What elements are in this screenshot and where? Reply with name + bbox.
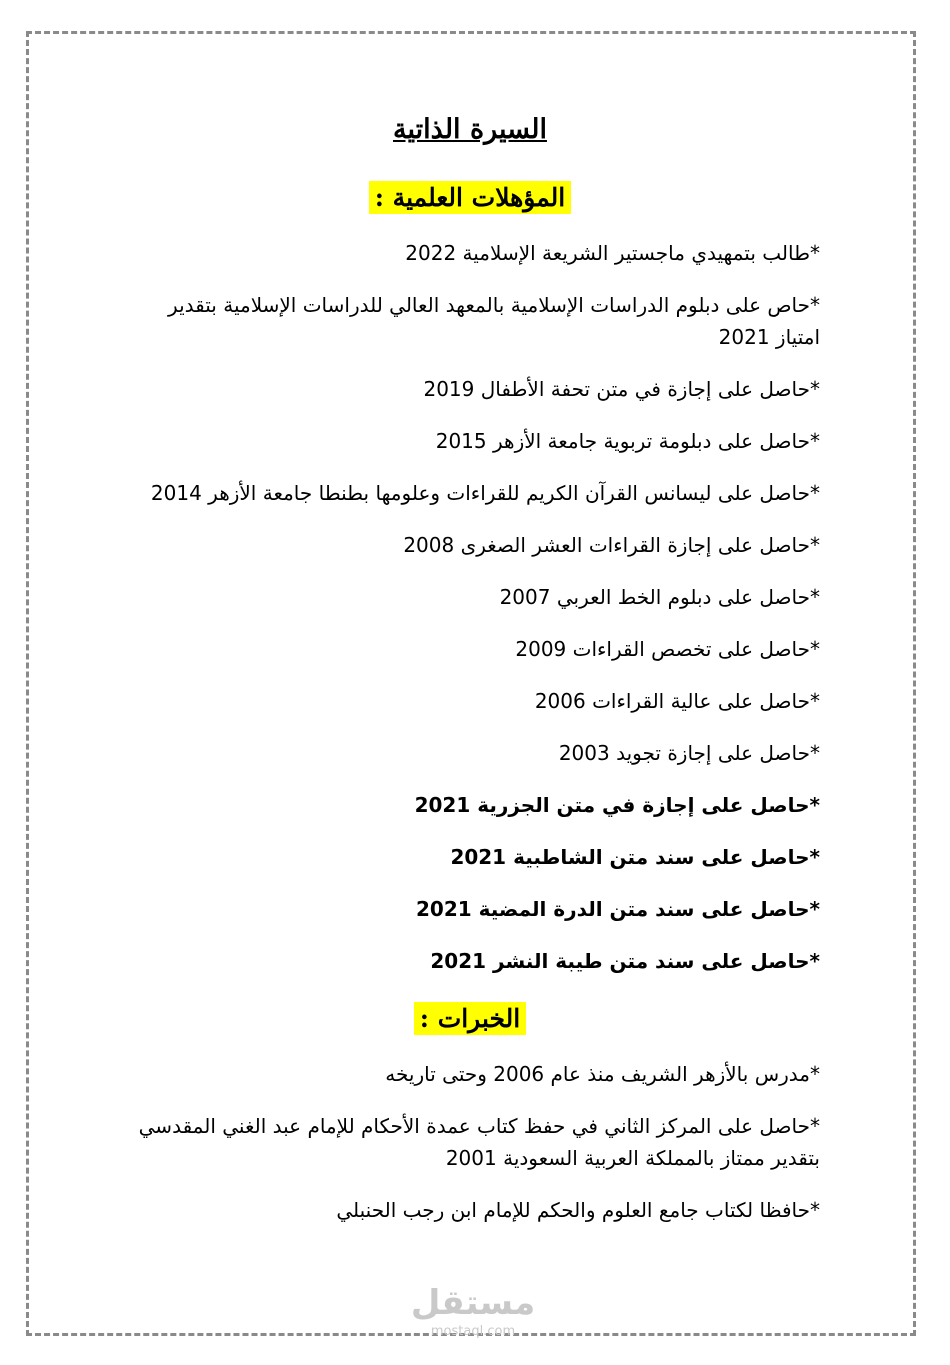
mostaql-watermark	[408, 1282, 538, 1352]
qualification-item: *حاص على دبلوم الدراسات الإسلامية بالمعهد العالي للدراسات الإسلامية بتقدير امتياز 2021	[168, 293, 820, 349]
qualification-item: *حاصل على سند متن الدرة المضية 2021	[415, 897, 820, 921]
qualification-item: *حاصل على سند متن الشاطبية 2021	[450, 845, 820, 869]
watermark-brand: مستقل	[410, 1283, 536, 1323]
qualification-item: *حاصل على تخصص القراءات 2009	[515, 637, 820, 661]
qualification-item: *حاصل على إجازة في متن تحفة الأطفال 2019	[423, 377, 820, 401]
document-title: السيرة الذاتية	[393, 114, 547, 145]
experience-item: *حاصل على المركز الثاني في حفظ كتاب عمدة الأحكام للإمام عبد الغني المقدسي بتقدير ممتاز بالمملكة العربية السعودية 2001	[138, 1114, 820, 1170]
qualification-item: *حاصل على إجازة القراءات العشر الصغرى 2008	[403, 533, 820, 557]
watermark-url: mostaql.com	[430, 1324, 516, 1339]
qualification-item: *حاصل على عالية القراءات 2006	[534, 689, 820, 713]
cv-document	[120, 110, 820, 1246]
qualification-item: *حاصل على دبلوم الخط العربي 2007	[499, 585, 820, 609]
qualification-item: *حاصل على ليسانس القرآن الكريم للقراءات وعلومها بطنطا جامعة الأزهر 2014	[150, 481, 820, 505]
qualification-item: *حاصل على إجازة تجويد 2003	[558, 741, 820, 765]
qualifications-heading-text: المؤهلات العلمية :	[369, 181, 572, 214]
qualifications-heading	[120, 176, 820, 223]
qualification-item: *حاصل على دبلومة تربوية جامعة الأزهر 2015	[435, 429, 820, 453]
qualification-item: *طالب بتمهيدي ماجستير الشريعة الإسلامية 2022	[405, 241, 820, 265]
experience-heading	[120, 997, 820, 1044]
qualification-item: *حاصل على سند متن طيبة النشر 2021	[430, 949, 820, 973]
qualification-item: *حاصل على إجازة في متن الجزرية 2021	[414, 793, 820, 817]
experience-item: *حافظا لكتاب جامع العلوم والحكم للإمام ابن رجب الحنبلي	[336, 1198, 820, 1222]
qualifications-list	[120, 237, 820, 977]
experience-item: *مدرس بالأزهر الشريف منذ عام 2006 وحتى تاريخه	[385, 1062, 820, 1086]
experience-list	[120, 1058, 820, 1226]
experience-heading-text: الخبرات :	[414, 1002, 526, 1035]
